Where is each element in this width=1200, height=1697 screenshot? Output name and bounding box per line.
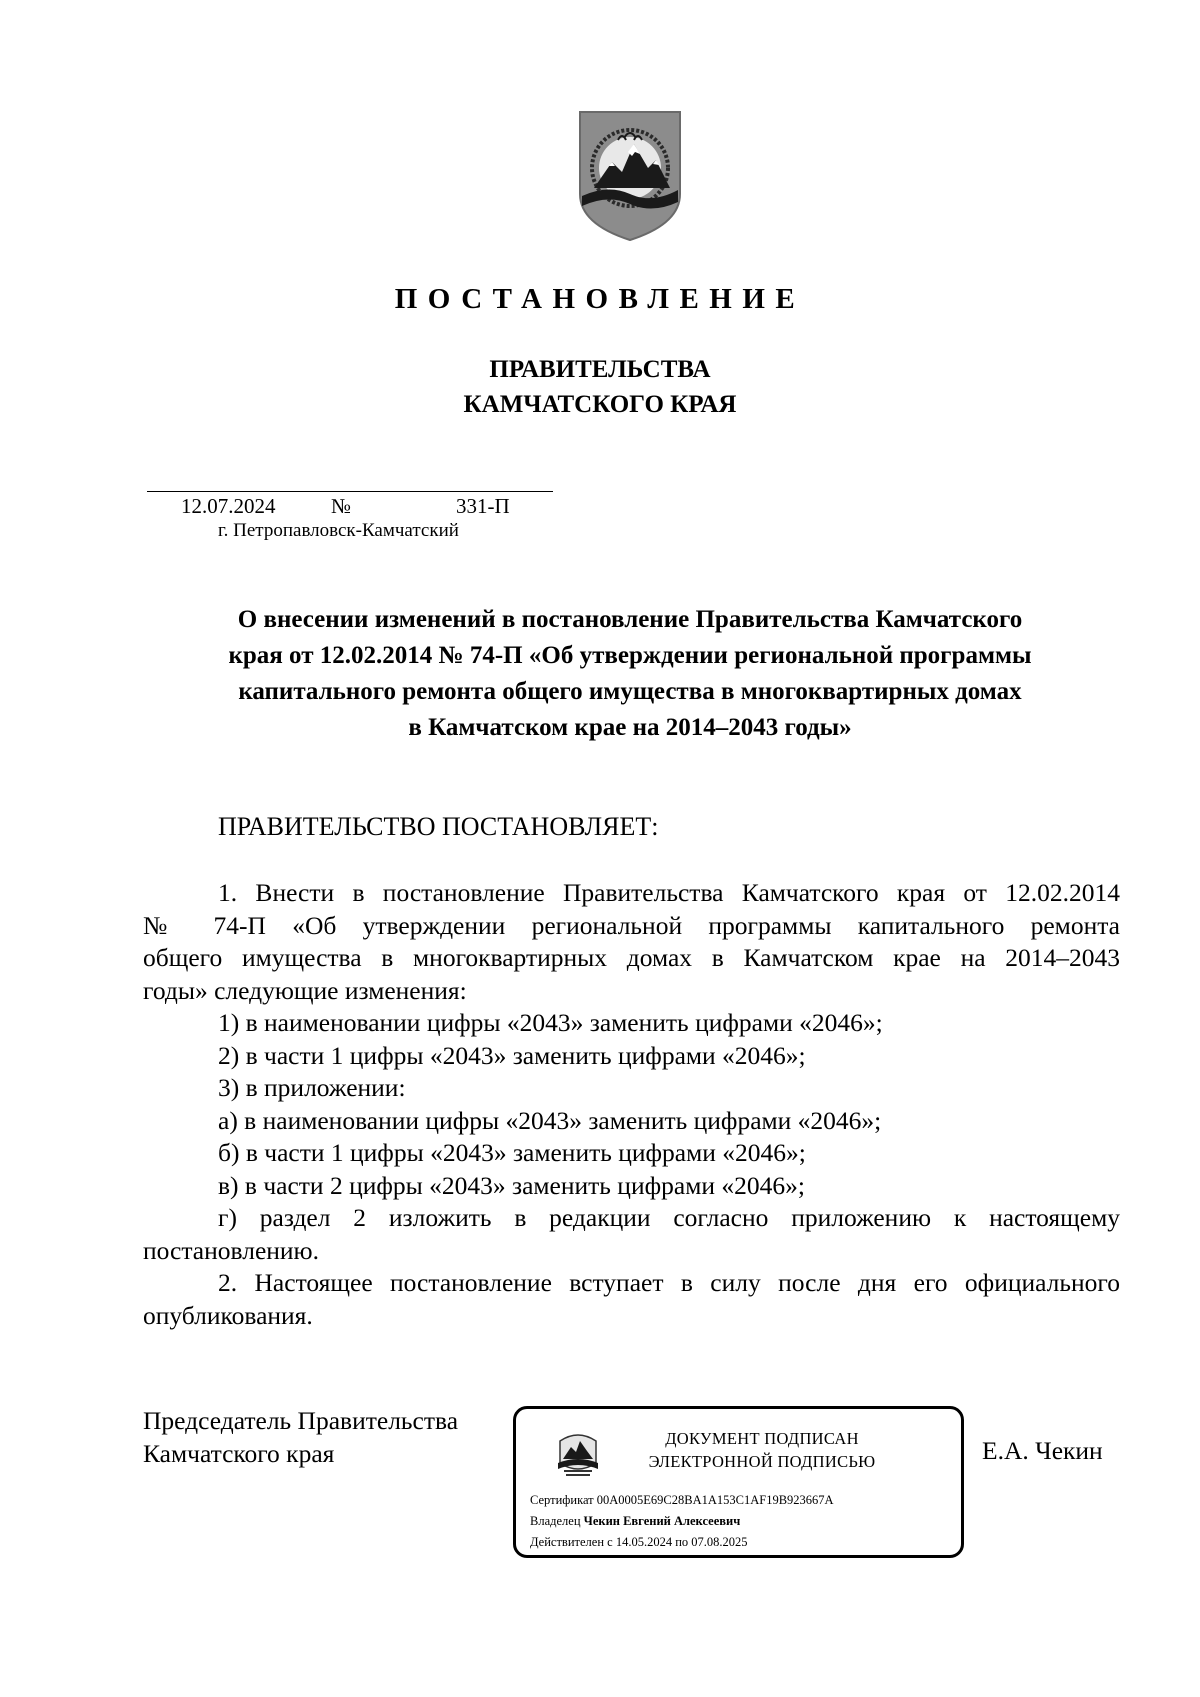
owner-label: Владелец [530, 1514, 581, 1528]
subject-line: О внесении изменений в постановление Правительства Камчатского [237, 606, 1023, 633]
signer-position-line: Камчатского края [143, 1439, 335, 1468]
subject-line: капитального ремонта общего имущества в многоквартирных домах [238, 678, 1022, 705]
owner-value: Чекин Евгений Алексеевич [583, 1514, 741, 1528]
list-item: 3) в приложении: [218, 1073, 406, 1102]
city: г. Петропавловск-Камчатский [218, 520, 459, 541]
issuer [0, 352, 1200, 422]
valid-to-label: по [675, 1535, 689, 1549]
body-line: постановлению. [143, 1235, 319, 1265]
list-item: 2) в части 1 цифры «2043» заменить цифрами «2046»; [218, 1040, 806, 1070]
list-item: б) в части 1 цифры «2043» заменить цифрами «2046»; [218, 1138, 806, 1167]
body-line: № 74-П «Об утверждении региональной программы капитального ремонта [143, 910, 1120, 940]
document-number: 331-П [456, 494, 510, 518]
valid-label: Действителен с [530, 1535, 613, 1549]
document-subject [170, 602, 1090, 746]
certificate-value: 00A0005E69C28BA1A153C1AF19B923667A [596, 1493, 834, 1507]
signer-position-line: Председатель Правительства [143, 1406, 459, 1435]
document-body [143, 877, 1120, 1332]
stamp-certificate [530, 1493, 834, 1508]
document-date: 12.07.2024 [181, 494, 276, 518]
valid-to: 07.08.2025 [691, 1535, 748, 1549]
stamp-owner [530, 1514, 740, 1529]
stamp-emblem-icon [556, 1429, 600, 1477]
subject-line: в Камчатском крае на 2014–2043 годы» [408, 714, 852, 741]
body-line: общего имущества в многоквартирных домах в Камчатском крае на 2014–2043 [143, 943, 1120, 972]
list-item: а) в наименовании цифры «2043» заменить цифрами «2046»; [218, 1105, 882, 1135]
issuer-line: ПРАВИТЕЛЬСТВА [489, 356, 711, 383]
stamp-title: ЭЛЕКТРОННОЙ ПОДПИСЬЮ [648, 1452, 876, 1471]
document-type: ПОСТАНОВЛЕНИЕ [394, 283, 806, 315]
number-sign: № [331, 494, 352, 518]
stamp-title: ДОКУМЕНТ ПОДПИСАН [665, 1429, 859, 1448]
registration-underline [147, 491, 553, 492]
certificate-label: Сертификат [530, 1493, 594, 1507]
stamp-validity [530, 1535, 748, 1550]
list-item: г) раздел 2 изложить в редакции согласно приложению к настоящему [218, 1203, 1120, 1232]
list-item: в) в части 2 цифры «2043» заменить цифрами «2046»; [218, 1170, 805, 1200]
list-item: 1) в наименовании цифры «2043» заменить цифрами «2046»; [218, 1008, 883, 1037]
body-line: годы» следующие изменения: [143, 975, 467, 1005]
subject-line: края от 12.02.2014 № 74-П «Об утверждении региональной программы [228, 642, 1032, 669]
body-line: опубликования. [143, 1300, 313, 1330]
body-line: 1. Внести в постановление Правительства Камчатского края от 12.02.2014 [218, 878, 1120, 907]
decree-heading: ПРАВИТЕЛЬСТВО ПОСТАНОВЛЯЕТ: [218, 812, 659, 841]
valid-from: 14.05.2024 [615, 1535, 673, 1549]
e-signature-stamp [513, 1406, 964, 1558]
body-line: 2. Настоящее постановление вступает в силу после дня его официального [218, 1268, 1120, 1297]
signer-position [143, 1404, 458, 1470]
kamchatka-emblem-icon [578, 110, 682, 242]
issuer-line: КАМЧАТСКОГО КРАЯ [463, 391, 737, 418]
signer-name: Е.А. Чекин [982, 1436, 1103, 1465]
